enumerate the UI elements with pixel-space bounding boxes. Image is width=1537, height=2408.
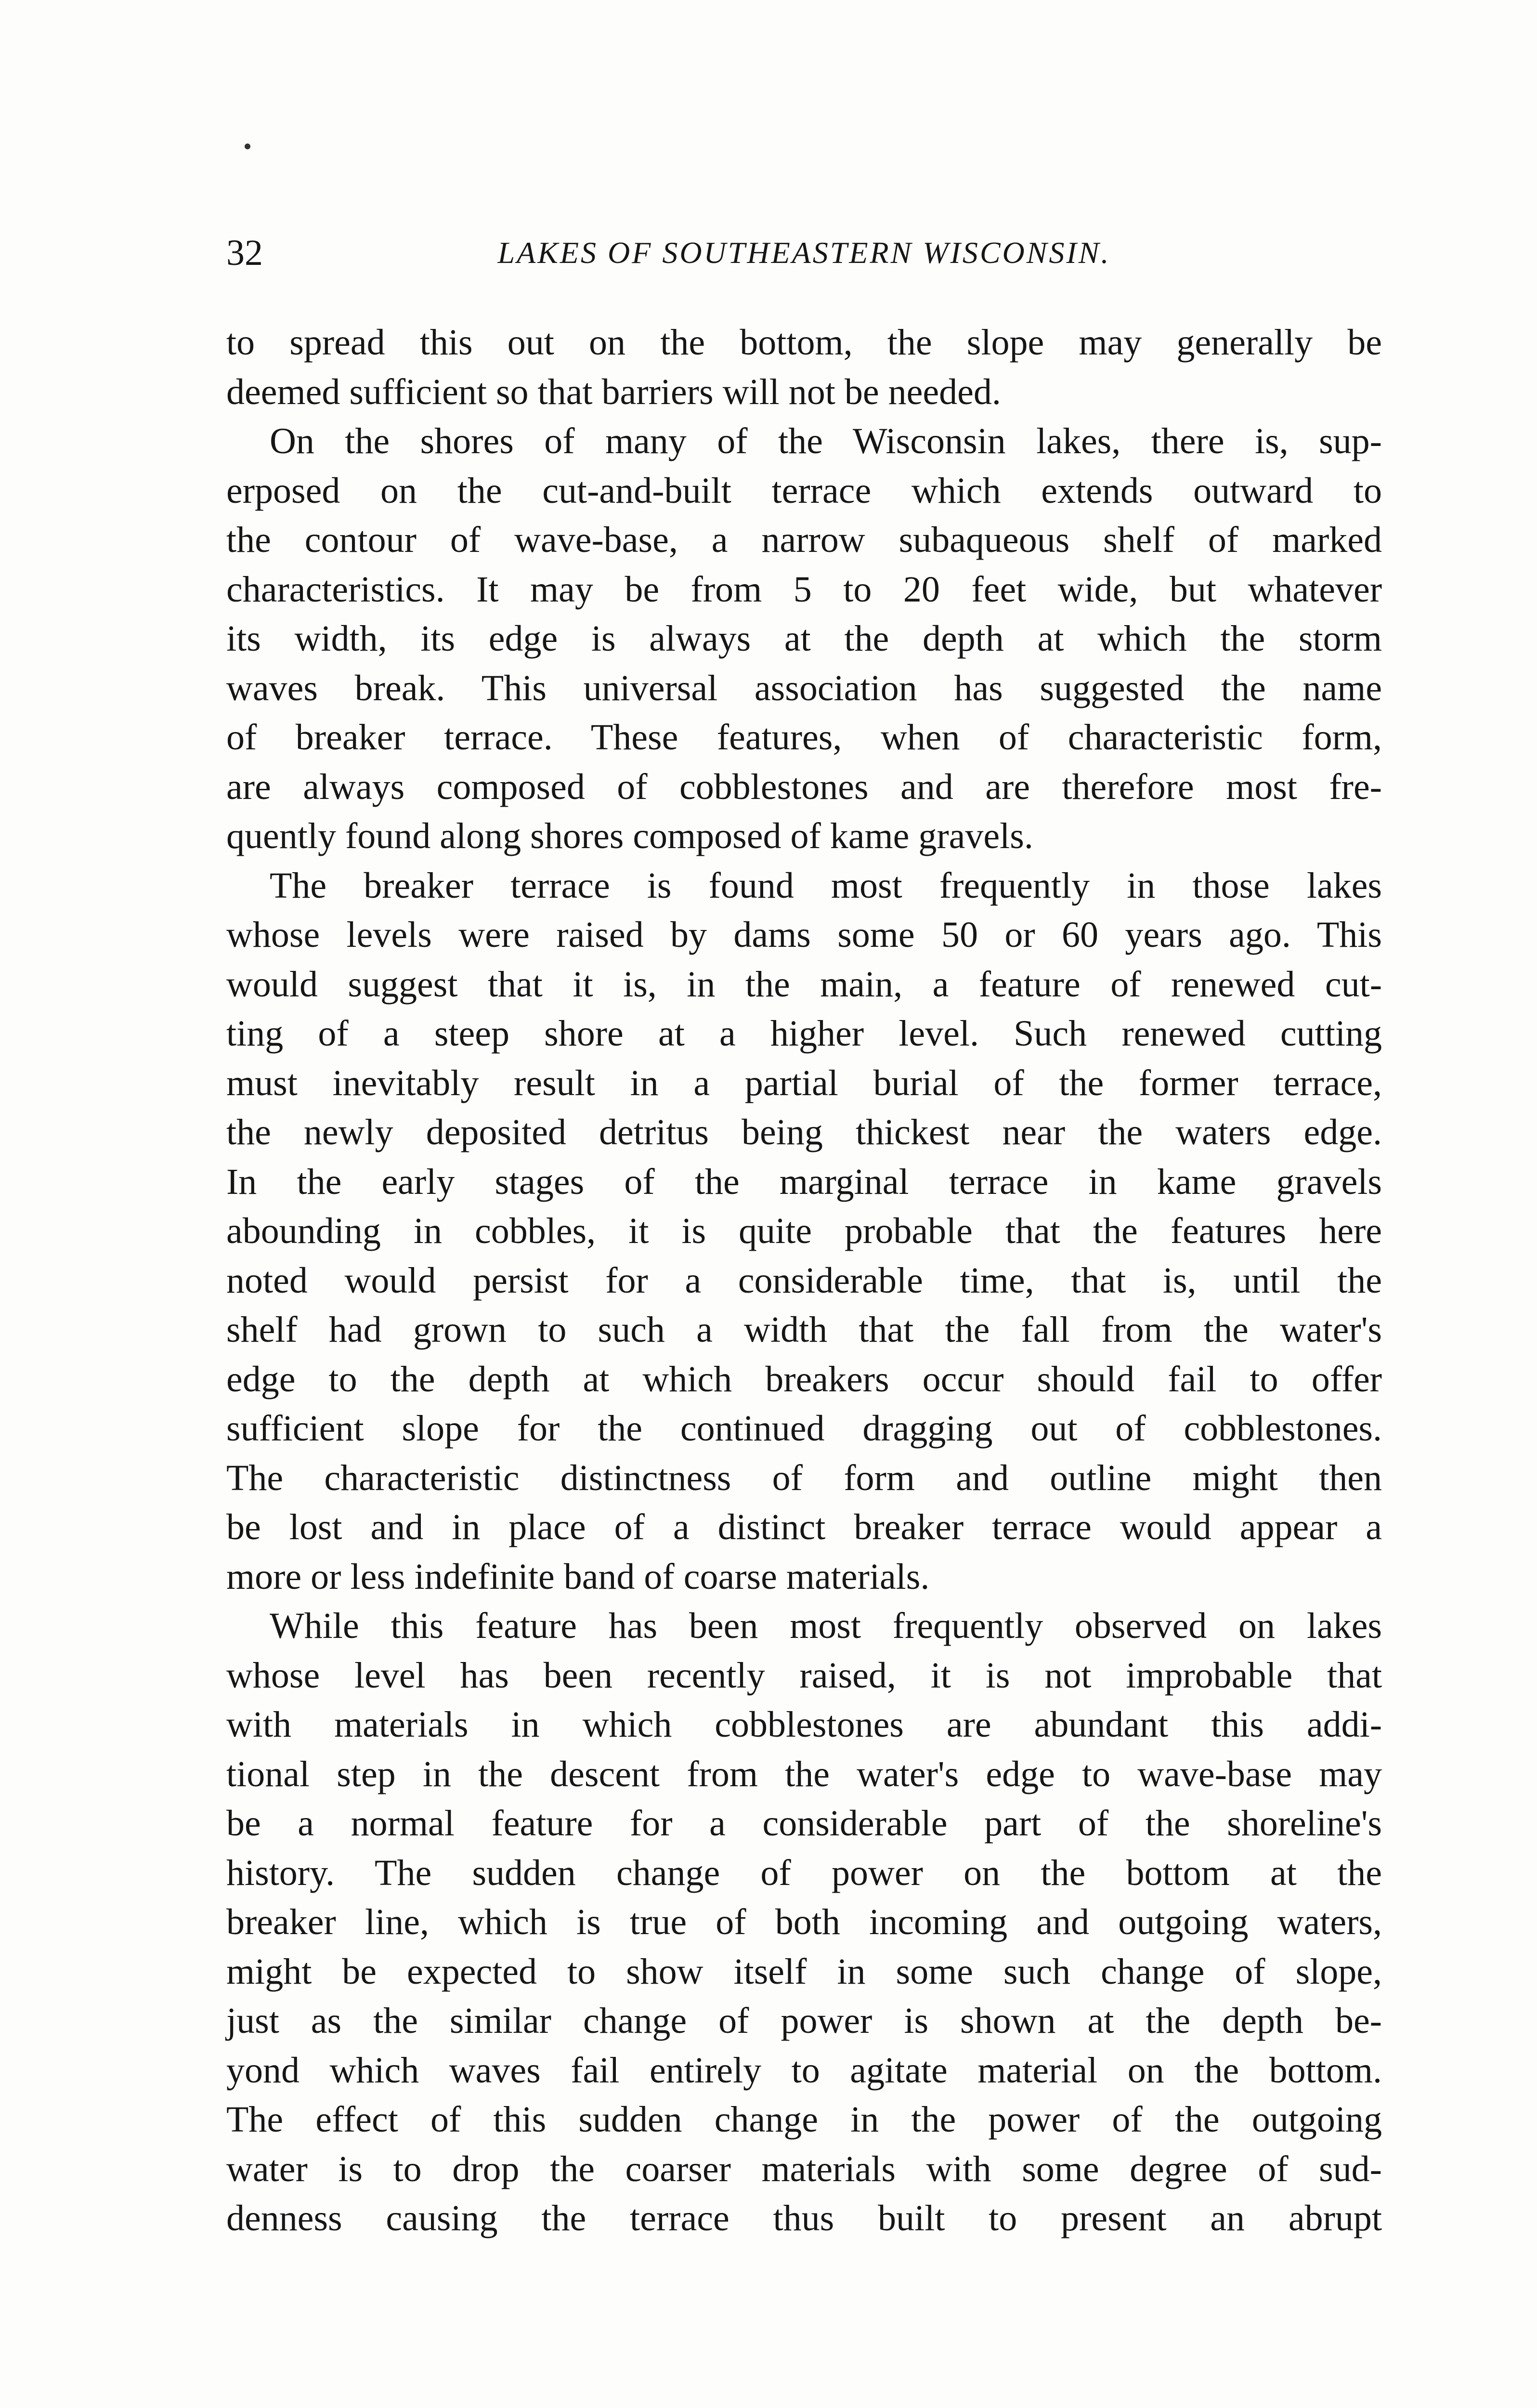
text-line: to spread this out on the bottom, the slope may generally be [226,322,1382,363]
text-line: deemed sufficient so that barriers will not be needed. [226,371,1001,412]
text-line: shelf had grown to such a width that the fall from the water's [226,1309,1382,1350]
text-line: history. The sudden change of power on the bottom at the [226,1852,1382,1893]
text-line: ting of a steep shore at a higher level. Such renewed cutting [226,1013,1382,1054]
text-line: yond which waves fail entirely to agitate material on the bottom. [226,2050,1382,2091]
text-line: quently found along shores composed of kame gravels. [226,816,1033,856]
text-line: water is to drop the coarser materials with some degree of sud- [226,2148,1382,2189]
text-line: waves break. This universal association has suggested the name [226,667,1382,708]
text-line: edge to the depth at which breakers occur should fail to offer [226,1359,1382,1400]
text-line: the contour of wave-base, a narrow subaqueous shelf of marked [226,520,1382,560]
page-number: 32 [226,233,263,273]
text-line: would suggest that it is, in the main, a feature of renewed cut- [226,964,1382,1005]
text-line: characteristics. It may be from 5 to 20 feet wide, but whatever [226,569,1382,610]
text-line: whose levels were raised by dams some 50 or 60 years ago. This [226,915,1382,955]
text-line: While this feature has been most frequently observed on lakes [270,1606,1382,1646]
page-header [226,226,1382,279]
text-line: denness causing the terrace thus built to present an abrupt [226,2198,1382,2238]
text-line: must inevitably result in a partial burial of the former terrace, [226,1062,1382,1103]
text-line: of breaker terrace. These features, when of characteristic form, [226,717,1382,758]
ink-speck [245,144,250,149]
text-line: with materials in which cobblestones are abundant this addi- [226,1704,1382,1745]
text-line: In the early stages of the marginal terrace in kame gravels [226,1161,1382,1202]
body-text [226,318,1382,2243]
text-line: The characteristic distinctness of form and outline might then [226,1457,1382,1498]
text-line: The effect of this sudden change in the power of the outgoing [226,2099,1382,2140]
text-line: whose level has been recently raised, it is not improbable that [226,1655,1382,1696]
text-line: more or less indefinite band of coarse materials. [226,1556,930,1597]
text-line: the newly deposited detritus being thickest near the waters edge. [226,1112,1382,1152]
text-line: breaker line, which is true of both incoming and outgoing waters, [226,1902,1382,1942]
text-line: be lost and in place of a distinct breaker terrace would appear a [226,1507,1382,1547]
text-line: On the shores of many of the Wisconsin lakes, there is, sup- [270,421,1382,461]
text-line: tional step in the descent from the water's edge to wave-base may [226,1754,1382,1794]
text-line: sufficient slope for the continued dragging out of cobblestones. [226,1408,1382,1449]
text-line: erposed on the cut-and-built terrace which extends outward to [226,470,1382,511]
text-line: abounding in cobbles, it is quite probable that the features here [226,1211,1382,1251]
text-line: be a normal feature for a considerable part of the shoreline's [226,1803,1382,1844]
text-line: its width, its edge is always at the depth at which the storm [226,618,1382,659]
text-line: just as the similar change of power is shown at the depth be- [226,2001,1382,2041]
text-line: The breaker terrace is found most frequently in those lakes [270,865,1382,906]
text-line: might be expected to show itself in some such change of slope, [226,1951,1382,1992]
text-line: noted would persist for a considerable time, that is, until the [226,1260,1382,1301]
running-head: LAKES OF SOUTHEASTERN WISCONSIN. [497,236,1111,270]
text-line: are always composed of cobblestones and are therefore most fre- [226,766,1382,807]
